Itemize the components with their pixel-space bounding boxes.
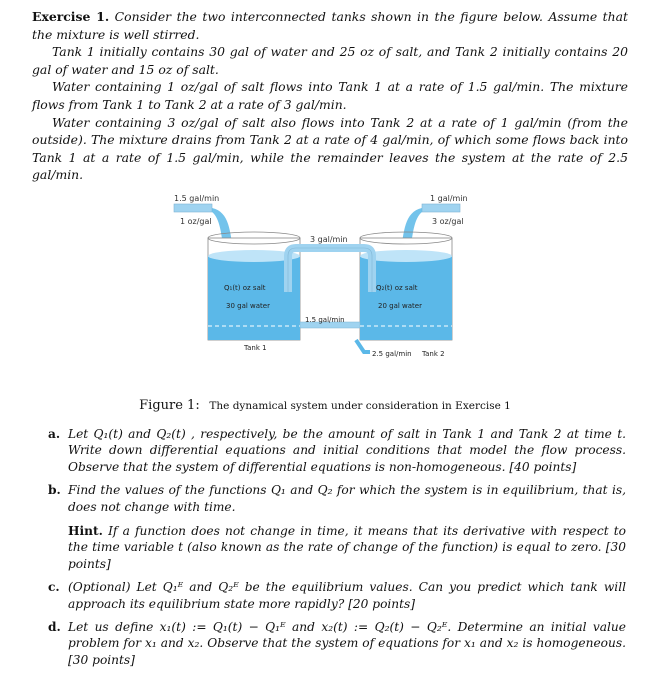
tank2-inflow-conc-label: 3 oz/gal [432, 217, 464, 226]
tank1-inflow-rate-label: 1.5 gal/min [174, 194, 220, 203]
tank2-water-label: 20 gal water [378, 302, 422, 310]
figure-caption [0, 398, 650, 413]
intro-paragraph-flow-1: Water containing 1 oz/gal of salt flows into Tank 1 at a rate of 1.5 gal/min. The mixture flows from Tank 1 to Tank 2 at a rate of 3 gal/min. [32, 79, 628, 112]
question-a-text: Let Q₁(t) and Q₂(t) , respectively, be the amount of salt in Tank 1 and Tank 2 at time t. Write down differential equations and initial conditions that model the flow process. Observe that the system of differential equations is non-homogeneous. [40 points] [68, 427, 626, 474]
intro-paragraph-flow-2: Water containing 3 oz/gal of salt also flows into Tank 2 at a rate of 1 gal/min (from the outside). The mixture drains from Tank 2 at a rate of 4 gal/min, of which some flows back into Tank 1 at a rate of 1.5 gal/min, while the remainder leaves the system at the rate of 2.5 gal/min. [32, 114, 628, 183]
figure-caption-text: The dynamical system under consideration in Exercise 1 [209, 400, 511, 412]
question-d-text: Let us define x₁(t) := Q₁(t) − Q₁ᴱ and x₂(t) := Q₂(t) − Q₂ᴱ. Determine an initial value problem for x₁ and x₂. Observe that the system of equations for x₁ and x₂ is homogeneous. [30 points] [68, 620, 626, 667]
transfer-pipe-outline [288, 248, 372, 292]
intro-first-paragraph [32, 8, 628, 43]
question-b [48, 482, 626, 572]
transfer-pipe [288, 248, 372, 292]
question-d [48, 619, 626, 668]
question-c-text: (Optional) Let Q₁ᴱ and Q₂ᴱ be the equilibrium values. Can you predict which tank will approach its equilibrium state more rapidly? [20 points] [68, 580, 626, 611]
outflow-stream [356, 340, 370, 352]
tank1-inflow-conc-label: 1 oz/gal [180, 217, 212, 226]
question-d-label: d. [48, 620, 61, 635]
question-b-hint [68, 523, 626, 572]
tank-diagram [160, 192, 500, 362]
question-a [48, 426, 626, 475]
tank2-inflow-rate-label: 1 gal/min [430, 194, 468, 203]
question-b-label: b. [48, 483, 61, 498]
return-rate-label: 1.5 gal/min [305, 316, 345, 324]
question-b-text: Find the values of the functions Q₁ and Q₂ for which the system is in equilibrium, that is, does not change with time. [68, 483, 626, 514]
tank2-inlet-pipe [422, 204, 460, 212]
intro-paragraph-tanks: Tank 1 initially contains 30 gal of water and 25 oz of salt, and Tank 2 initially contains 20 gal of water and 15 oz of salt. [32, 44, 628, 77]
tank1-water-label: 30 gal water [226, 302, 270, 310]
question-c-label: c. [48, 580, 60, 595]
question-c [48, 579, 626, 612]
tank1-salt-label: Q₁(t) oz salt [224, 284, 266, 292]
tank2-salt-label: Q₂(t) oz salt [376, 284, 418, 292]
exercise-intro [32, 8, 628, 184]
figure-caption-label: Figure 1: [139, 398, 200, 413]
tank2-name-label: Tank 2 [422, 350, 445, 358]
transfer-rate-label: 3 gal/min [310, 235, 348, 244]
exercise-label: Exercise 1. [32, 9, 110, 24]
hint-label: Hint. [68, 524, 103, 539]
tank1-name-label: Tank 1 [244, 344, 267, 352]
outflow-rate-label: 2.5 gal/min [372, 350, 412, 358]
hint-text: If a function does not change in time, it means that its derivative with respect to the time variable t (also known as the rate of change of the function) is equal to zero. [30 points] [68, 524, 627, 571]
intro-lead: Consider the two interconnected tanks shown in the figure below. Assume that the mixture is well stirred. [32, 9, 628, 42]
question-list [48, 426, 626, 675]
tank1-inlet-pipe [174, 204, 212, 212]
question-a-label: a. [48, 427, 61, 441]
